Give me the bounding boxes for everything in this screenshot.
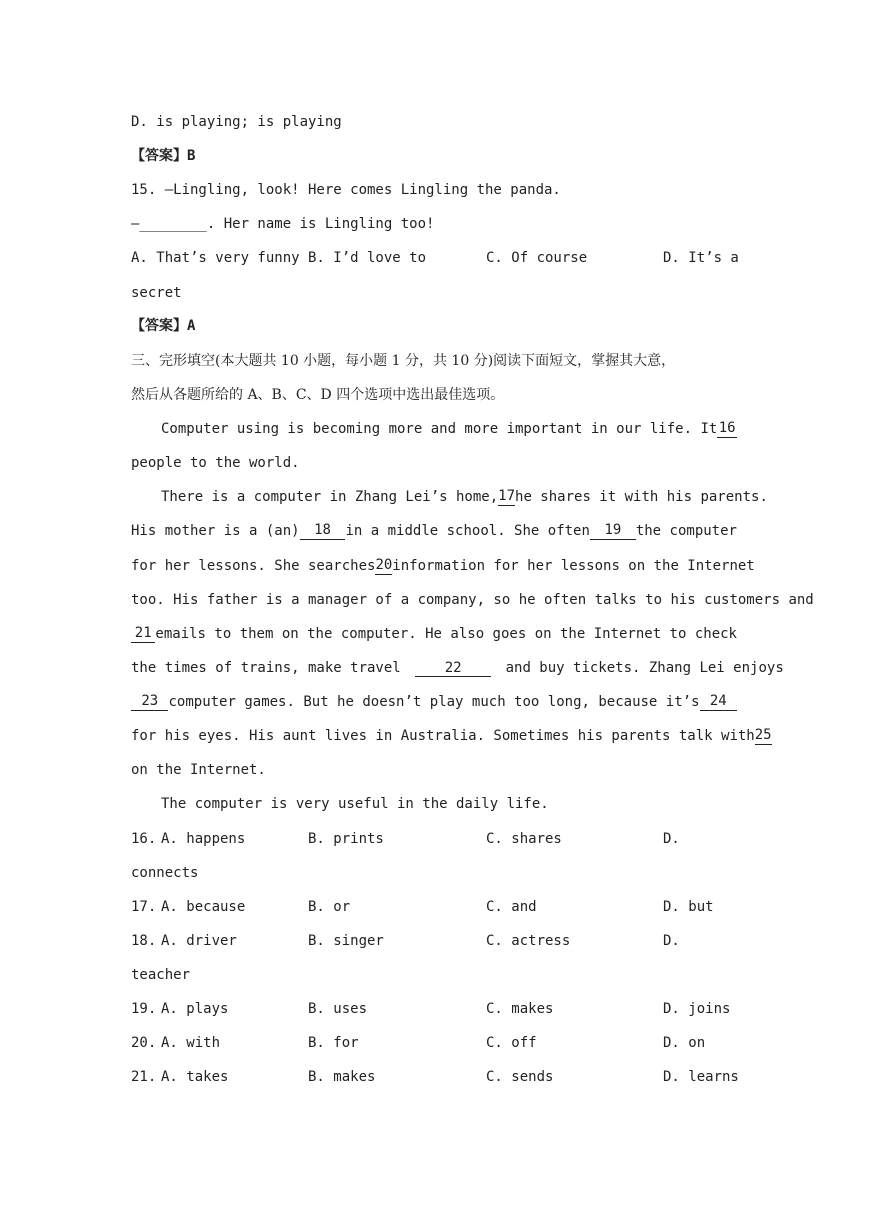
- passage-line-10: [131, 727, 772, 745]
- blank-19: 19: [590, 522, 636, 540]
- passage-line-9: [131, 693, 737, 711]
- question-16-d-wrap: connects: [131, 865, 199, 881]
- option-b: B. uses: [308, 1001, 368, 1017]
- passage-text: the times of trains, make travel: [131, 660, 401, 676]
- q15-option-c: C. Of course: [486, 250, 588, 266]
- option-d: D. learns: [663, 1069, 739, 1085]
- question-number: 16.: [131, 831, 157, 847]
- passage-line-3: [161, 488, 768, 506]
- q15-option-d-wrap: secret: [131, 285, 182, 301]
- question-number: 17.: [131, 899, 157, 915]
- blank-23: 23: [131, 693, 168, 711]
- blank-20: 20: [375, 557, 393, 573]
- option-c: C. sends: [486, 1069, 554, 1085]
- option-b: B. makes: [308, 1069, 376, 1085]
- question-18-d-wrap: teacher: [131, 967, 191, 983]
- passage-line-5: [131, 557, 755, 575]
- passage-line-8: [131, 659, 784, 677]
- question-number: 19.: [131, 1001, 157, 1017]
- option-b: B. or: [308, 899, 351, 915]
- option-d: D.: [663, 831, 680, 847]
- q15-option-b: B. I’d love to: [308, 250, 427, 266]
- option-a: A. plays: [161, 1001, 229, 1017]
- passage-text: Computer using is becoming more and more important in our life. It: [161, 421, 718, 437]
- option-c: C. and: [486, 899, 537, 915]
- passage-text: emails to them on the computer. He also goes on the Internet to check: [155, 626, 737, 642]
- blank-22: 22: [415, 660, 491, 677]
- passage-text: His mother is a (an): [131, 523, 300, 539]
- section3-heading-line2: 然后从各题所给的 A、B、C、D 四个选项中选出最佳选项。: [131, 387, 505, 403]
- passage-text: he shares it with his parents.: [515, 489, 768, 505]
- q15-stem: 15. —Lingling, look! Here comes Lingling the panda.: [131, 182, 561, 198]
- blank-16: 16: [718, 420, 736, 436]
- passage-line-1: [161, 420, 737, 438]
- passage-text: and buy tickets. Zhang Lei enjoys: [505, 660, 784, 676]
- passage-text: There is a computer in Zhang Lei’s home,: [161, 489, 499, 505]
- q15-answer: 【答案】A: [131, 318, 196, 334]
- blank-18: 18: [300, 522, 346, 540]
- passage-text: the computer: [635, 523, 737, 539]
- blank-17: 17: [498, 488, 516, 504]
- blank-21: 21: [131, 625, 155, 643]
- question-number: 21.: [131, 1069, 157, 1085]
- option-a: A. happens: [161, 831, 246, 847]
- passage-line-4: [131, 522, 737, 540]
- option-d: D. but: [663, 899, 714, 915]
- section3-heading-line1: 三、完形填空(本大题共 10 小题，每小题 1 分，共 10 分)阅读下面短文，掌握其大意，: [131, 353, 676, 369]
- option-d: D. on: [663, 1035, 706, 1051]
- option-a: A. takes: [161, 1069, 229, 1085]
- option-b: B. singer: [308, 933, 384, 949]
- passage-text: computer games. But he doesn’t play much too long, because it’s: [168, 694, 700, 710]
- passage-line-2: people to the world.: [131, 455, 300, 471]
- q14-answer: 【答案】B: [131, 148, 196, 164]
- blank-25: 25: [754, 727, 772, 743]
- option-b: B. for: [308, 1035, 359, 1051]
- option-d: D. joins: [663, 1001, 731, 1017]
- option-a: A. with: [161, 1035, 221, 1051]
- passage-text: information for her lessons on the Internet: [392, 558, 755, 574]
- q15-option-d: D. It’s a: [663, 250, 739, 266]
- question-number: 20.: [131, 1035, 157, 1051]
- option-c: C. makes: [486, 1001, 554, 1017]
- passage-text: for her lessons. She searches: [131, 558, 376, 574]
- passage-line-7: [131, 625, 737, 643]
- passage-text: for his eyes. His aunt lives in Australia. Sometimes his parents talk with: [131, 728, 755, 744]
- q15-reply: —________. Her name is Lingling too!: [131, 216, 435, 232]
- option-c: C. shares: [486, 831, 562, 847]
- q15-option-a: A. That’s very funny: [131, 250, 300, 266]
- option-a: A. driver: [161, 933, 237, 949]
- q14-option-d: D. is playing; is playing: [131, 114, 342, 130]
- passage-line-12: The computer is very useful in the daily life.: [161, 796, 549, 812]
- option-a: A. because: [161, 899, 246, 915]
- option-b: B. prints: [308, 831, 384, 847]
- option-c: C. actress: [486, 933, 571, 949]
- question-number: 18.: [131, 933, 157, 949]
- blank-24: 24: [700, 693, 737, 711]
- passage-line-11: on the Internet.: [131, 762, 266, 778]
- option-d: D.: [663, 933, 680, 949]
- option-c: C. off: [486, 1035, 537, 1051]
- passage-text: in a middle school. She often: [345, 523, 590, 539]
- passage-line-6: too. His father is a manager of a company, so he often talks to his customers and: [131, 592, 814, 608]
